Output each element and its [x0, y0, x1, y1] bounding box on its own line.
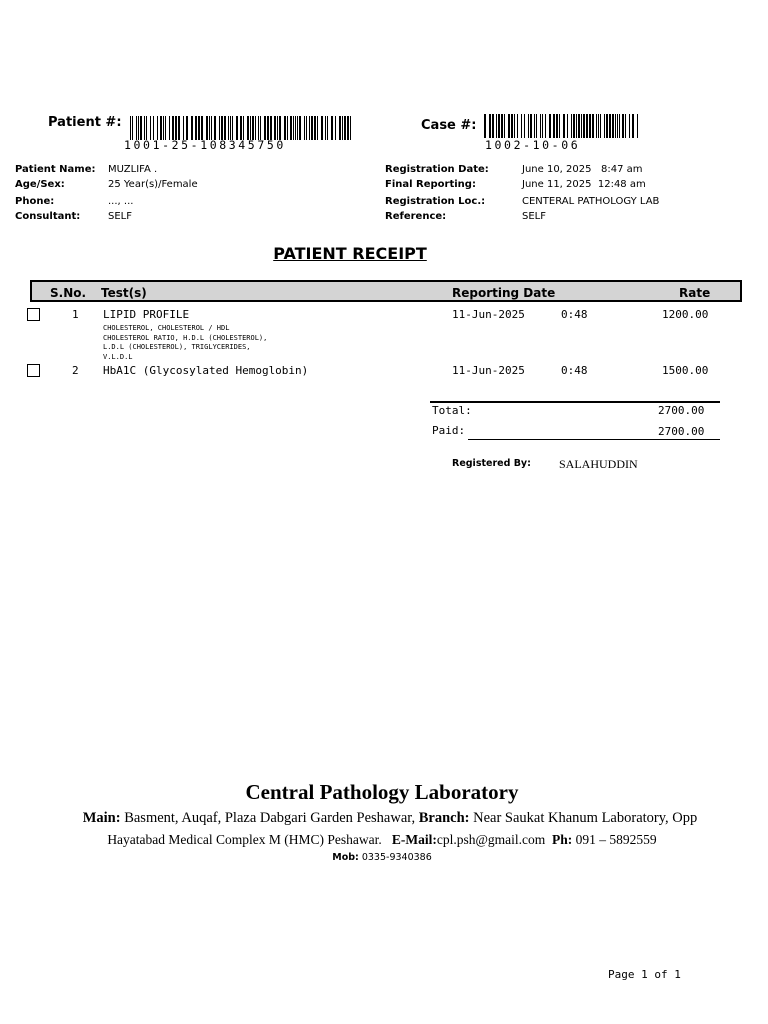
consultant-value: SELF: [108, 211, 132, 222]
table-header: [30, 280, 742, 302]
row-time: 0:48: [561, 364, 588, 377]
row-sno: 1: [72, 308, 79, 321]
totals-top-divider: [430, 401, 720, 403]
registration-loc-value: CENTERAL PATHOLOGY LAB: [522, 196, 660, 207]
email-label: E-Mail:: [391, 832, 437, 847]
case-barcode: [484, 114, 639, 138]
page-number: Page 1 of 1: [608, 968, 681, 981]
col-rate-header: Rate: [679, 286, 711, 300]
row-test-name: LIPID PROFILE: [103, 308, 190, 321]
branch-address: Near Saukat Khanum Laboratory, Opp: [469, 810, 698, 826]
phone-value: ..., ...: [108, 196, 134, 207]
phone-label: Phone:: [15, 196, 55, 207]
detail-line: V.L.D.L: [103, 352, 133, 361]
receipt-title: PATIENT RECEIPT: [273, 244, 427, 263]
age-sex-value: 25 Year(s)/Female: [108, 179, 198, 190]
phone-label-footer: Ph:: [552, 832, 573, 847]
final-reporting-value: June 11, 2025 12:48 am: [522, 179, 646, 190]
col-date-header: Reporting Date: [452, 286, 556, 300]
total-label: Total:: [432, 404, 472, 417]
patient-number: 1001-25-108345750: [124, 138, 286, 152]
patient-name-value: MUZLIFA .: [108, 164, 158, 175]
patient-name-label: Patient Name:: [15, 164, 96, 175]
mobile-label: Mob:: [332, 852, 359, 863]
detail-line: L.D.L (CHOLESTEROL), TRIGLYCERIDES,: [103, 343, 251, 351]
footer-mobile: [0, 852, 764, 863]
detail-line: CHOLESTEROL, CHOLESTEROL / HDL: [103, 324, 230, 332]
patient-barcode: [130, 116, 350, 140]
registered-by-name: SALAHUDDIN: [559, 457, 638, 471]
lab-name: Central Pathology Laboratory: [245, 780, 519, 804]
age-sex-label: Age/Sex:: [15, 179, 65, 190]
row-sno: 2: [72, 364, 79, 377]
reference-label: Reference:: [385, 211, 447, 222]
footer-address-line-1: [0, 810, 768, 827]
footer-address-line-2: [0, 832, 764, 848]
main-address: Basment, Auqaf, Plaza Dabgari Garden Peshawar,: [120, 810, 419, 826]
mobile-value: 0335-9340386: [358, 852, 432, 863]
final-reporting-label: Final Reporting:: [385, 179, 476, 190]
patient-number-label: Patient #:: [48, 115, 122, 130]
row-date: 11-Jun-2025: [452, 308, 525, 321]
consultant-label: Consultant:: [15, 211, 81, 222]
paid-label: Paid:: [432, 424, 466, 437]
phone-value-footer: 091 – 5892559: [572, 832, 657, 847]
row-checkbox[interactable]: [27, 364, 40, 377]
col-sno-header: S.No.: [50, 286, 87, 300]
branch-address-cont: Hayatabad Medical Complex M (HMC) Peshawar.: [107, 832, 382, 847]
row-test-name: HbA1C (Glycosylated Hemoglobin): [103, 364, 309, 377]
row-test-details: [103, 324, 267, 362]
row-rate: 1200.00: [662, 308, 709, 321]
row-rate: 1500.00: [662, 364, 709, 377]
col-test-header: Test(s): [101, 286, 147, 300]
case-number-label: Case #:: [421, 118, 477, 133]
totals-bottom-divider: [468, 439, 720, 440]
main-label: Main:: [82, 810, 121, 826]
case-number: 1002-10-06: [485, 138, 581, 152]
registration-date-value: June 10, 2025 8:47 am: [522, 164, 643, 175]
row-time: 0:48: [561, 308, 588, 321]
total-value: 2700.00: [658, 404, 705, 417]
row-date: 11-Jun-2025: [452, 364, 525, 377]
registration-date-label: Registration Date:: [385, 164, 489, 175]
detail-line: CHOLESTEROL RATIO, H.D.L (CHOLESTEROL),: [103, 333, 268, 342]
email-value: cpl.psh@gmail.com: [436, 832, 546, 847]
branch-label: Branch:: [418, 810, 470, 826]
registration-loc-label: Registration Loc.:: [385, 196, 486, 207]
paid-value: 2700.00: [658, 425, 705, 438]
reference-value: SELF: [522, 211, 546, 222]
registered-by-label: Registered By:: [452, 458, 531, 469]
row-checkbox[interactable]: [27, 308, 40, 321]
